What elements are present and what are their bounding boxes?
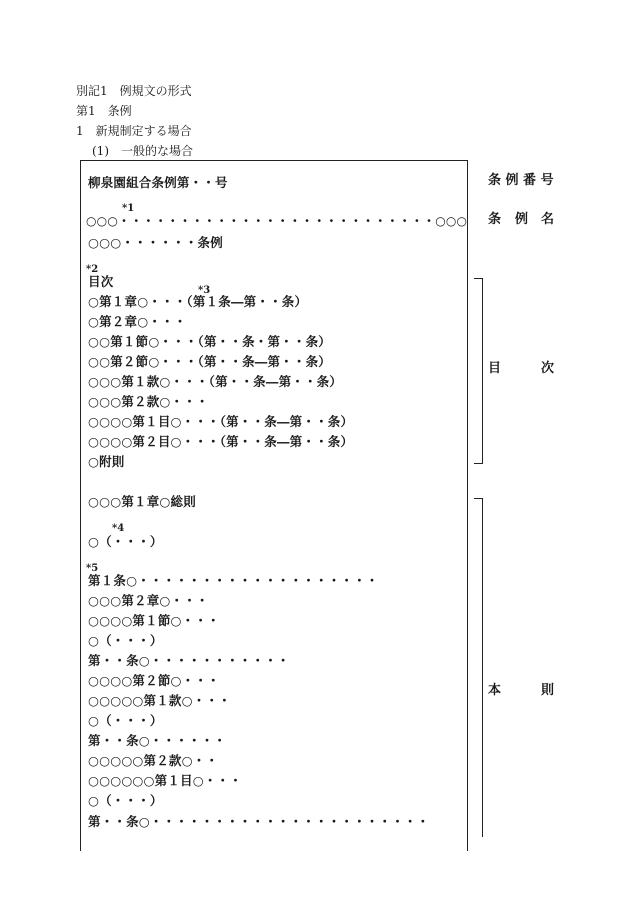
note-marker-4: *4 <box>112 523 125 534</box>
ordinance-name-line: ○○○・・・・・・・・・・・・・・・・・・・・・・・・・・○○○ <box>86 214 468 228</box>
note-marker-3: *3 <box>198 285 211 296</box>
body-line: ○○○○第２節○・・・ <box>88 673 220 688</box>
body-line: ○○○○○第２款○・・ <box>88 753 219 768</box>
label-char: 例 <box>515 212 529 227</box>
toc-line: ○○○第２款○・・・ <box>88 394 209 409</box>
subsection-heading: 第1 条例 <box>76 104 132 118</box>
toc-line: ○附則 <box>88 454 125 469</box>
label-char: 目 <box>488 361 502 376</box>
toc-line: ○○○○第１目○・・・（第・・条―第・・条） <box>88 414 354 429</box>
body-line: ○○○○第１節○・・・ <box>88 613 220 628</box>
main-provisions-bracket <box>474 498 483 837</box>
label-char: 則 <box>541 683 555 698</box>
article-line: 第・・条○・・・・・・・・・・・ <box>88 653 290 668</box>
body-line: ○○○○○○第１目○・・・ <box>88 773 242 788</box>
article-caption: ○（・・・） <box>88 713 163 728</box>
toc-line: ○○第２節○・・・（第・・条―第・・条） <box>88 354 331 369</box>
item-heading: 1 新規制定する場合 <box>76 124 192 138</box>
article-line: 第１条○・・・・・・・・・・・・・・・・・・・ <box>88 573 379 588</box>
label-char: 条 <box>488 212 502 227</box>
toc-heading: 目次 <box>88 274 114 289</box>
body-line: ○○○第２章○・・・ <box>88 593 209 608</box>
article-line: 第・・条○・・・・・・ <box>88 733 227 748</box>
ordinance-number: 柳泉園組合条例第・・号 <box>88 175 228 190</box>
article-caption: ○（・・・） <box>88 793 163 808</box>
body-chapter-heading: ○○○第１章○総則 <box>88 494 196 509</box>
article-caption: ○（・・・） <box>88 633 163 648</box>
body-line: ○○○○○第１款○・・・ <box>88 693 231 708</box>
article-caption: ○（・・・） <box>88 534 163 549</box>
label-char: 次 <box>541 361 555 376</box>
toc-line: ○第１章○・・・（第１条―第・・条） <box>88 294 308 309</box>
toc-line: ○○○第１款○・・・（第・・条―第・・条） <box>88 374 343 389</box>
toc-line: ○第２章○・・・ <box>88 314 187 329</box>
note-marker-5: *5 <box>86 563 99 574</box>
article-line: 第・・条○・・・・・・・・・・・・・・・・・・・・・・ <box>88 814 430 829</box>
subitem-heading: (1) 一般的な場合 <box>92 144 193 158</box>
label-ordinance-number-text: 条 例 番 号 <box>488 173 554 188</box>
label-char: 名 <box>541 212 555 227</box>
toc-line: ○○○○第２目○・・・（第・・条―第・・条） <box>88 434 354 449</box>
toc-line: ○○第１節○・・・（第・・条・第・・条） <box>88 334 331 349</box>
ordinance-name-line-2: ○○○・・・・・・条例 <box>88 235 223 250</box>
toc-bracket <box>474 278 483 464</box>
note-marker-1: *1 <box>122 203 135 214</box>
label-char: 本 <box>488 683 502 698</box>
section-heading: 別記1 例規文の形式 <box>76 84 192 98</box>
note-marker-2: *2 <box>86 264 99 275</box>
